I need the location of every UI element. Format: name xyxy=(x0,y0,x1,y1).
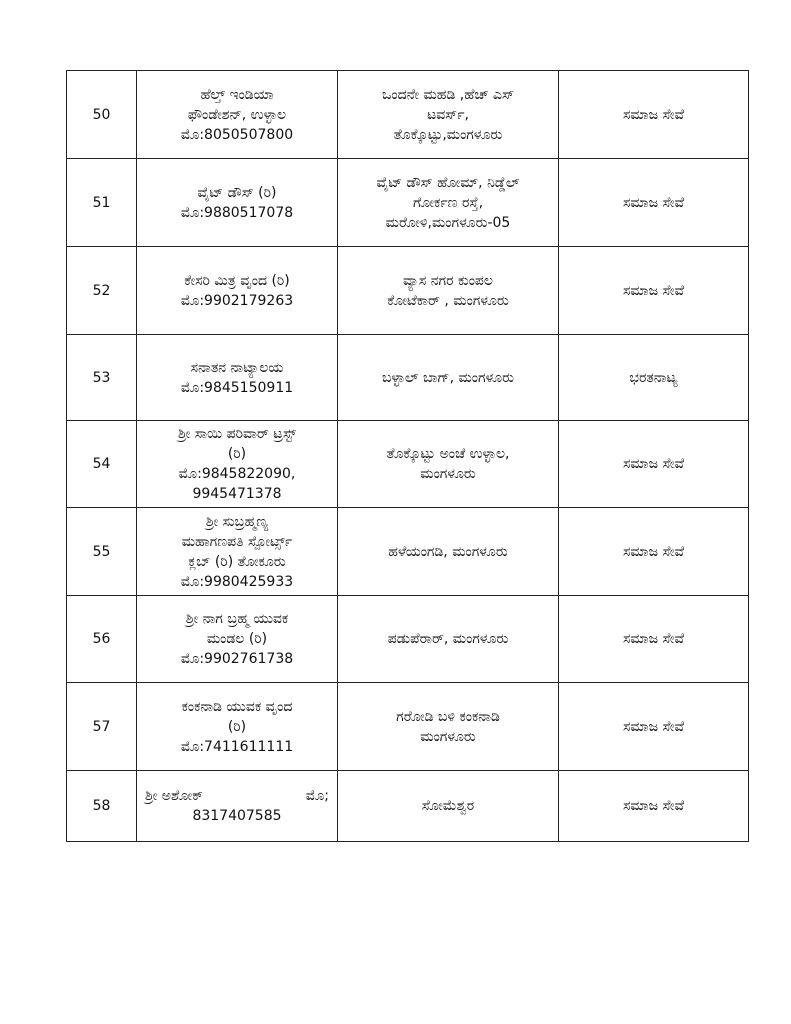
row-number: 57 xyxy=(67,683,137,771)
table-row xyxy=(67,247,749,335)
organization-name: ಶ್ರೀ ನಾಗ ಬ್ರಹ್ಮ ಯುವಕ ಮಂಡಲ (ರಿ) ಮೊ:9902761738 xyxy=(137,596,338,683)
row-number: 50 xyxy=(67,71,137,159)
row-number: 58 xyxy=(67,771,137,842)
organization-address: ಸೋಮೆಶ್ವರ xyxy=(338,771,559,842)
table-row xyxy=(67,335,749,421)
organization-name: ಕಂಕನಾಡಿ ಯುವಕ ವೃಂದ (ರಿ) ಮೊ:7411611111 xyxy=(137,683,338,771)
table-row xyxy=(67,71,749,159)
table-row xyxy=(67,683,749,771)
row-number: 52 xyxy=(67,247,137,335)
table-row xyxy=(67,159,749,247)
service-type: ಸಮಾಜ ಸೇವೆ xyxy=(559,159,749,247)
organization-address: ವೈಟ್ ಡೌಸ್ ಹೋಮ್, ನಿಡ್ಡೆಲ್ ಗೋರ್ಕಣ ರಸ್ತೆ, ಮರೋಳಿ,ಮಂಗಳೂರು-05 xyxy=(338,159,559,247)
table-row xyxy=(67,421,749,508)
service-type: ಸಮಾಜ ಸೇವೆ xyxy=(559,596,749,683)
row-number: 55 xyxy=(67,508,137,596)
organization-name: ಹೆಲ್ತ್ ಇಂಡಿಯಾ ಫೌಂಡೇಶನ್, ಉಳ್ಳಾಲ ಮೊ:8050507800 xyxy=(137,71,338,159)
service-type: ಸಮಾಜ ಸೇವೆ xyxy=(559,421,749,508)
service-type: ಸಮಾಜ ಸೇವೆ xyxy=(559,247,749,335)
row-number: 53 xyxy=(67,335,137,421)
organization-table xyxy=(66,70,749,842)
service-type: ಸಮಾಜ ಸೇವೆ xyxy=(559,508,749,596)
organization-address: ಬಳ್ಳಾಲ್ ಬಾಗ್, ಮಂಗಳೂರು xyxy=(338,335,559,421)
service-type: ಸಮಾಜ ಸೇವೆ xyxy=(559,71,749,159)
organization-name: ವೈಟ್ ಡೌಸ್ (ರಿ) ಮೊ:9880517078 xyxy=(137,159,338,247)
service-type: ಸಮಾಜ ಸೇವೆ xyxy=(559,683,749,771)
organization-address: ತೊಕ್ಕೊಟ್ಟು ಅಂಚೆ ಉಳ್ಳಾಲ, ಮಂಗಳೂರು xyxy=(338,421,559,508)
organization-address: ಪಡುಪೆರಾರ್, ಮಂಗಳೂರು xyxy=(338,596,559,683)
organization-name: ಕೇಸರಿ ಮಿತ್ರ ವೃಂದ (ರಿ) ಮೊ:9902179263 xyxy=(137,247,338,335)
organization-address: ಹಳೆಯಂಗಡಿ, ಮಂಗಳೂರು xyxy=(338,508,559,596)
table-row xyxy=(67,508,749,596)
organization-name: ಶ್ರೀ ಸಾಯಿ ಪರಿವಾರ್ ಟ್ರಸ್ಟ್ (ರಿ) ಮೊ:9845822090, 9945471378 xyxy=(137,421,338,508)
service-type: ಭರತನಾಟ್ಯ xyxy=(559,335,749,421)
table-row xyxy=(67,771,749,842)
organization-address: ವ್ಯಾಸ ನಗರ ಕುಂಪಲ ಕೋಟೆಕಾರ್ , ಮಂಗಳೂರು xyxy=(338,247,559,335)
table-row xyxy=(67,596,749,683)
row-number: 51 xyxy=(67,159,137,247)
row-number: 56 xyxy=(67,596,137,683)
organization-address: ಗರೋಡಿ ಬಳಿ ಕಂಕನಾಡಿ ಮಂಗಳೂರು xyxy=(338,683,559,771)
organization-name: ಸನಾತನ ನಾಟ್ಯಾಲಯ ಮೊ:9845150911 xyxy=(137,335,338,421)
service-type: ಸಮಾಜ ಸೇವೆ xyxy=(559,771,749,842)
row-number: 54 xyxy=(67,421,137,508)
organization-name: ಶ್ರೀ ಸುಬ್ರಹ್ಮಣ್ಯ ಮಹಾಗಣಪತಿ ಸ್ಪೋರ್ಟ್ಸ್ ಕ್ಲಬ್ (ರಿ) ತೋಕೂರು ಮೊ:9980425933 xyxy=(137,508,338,596)
organization-name: ಶ್ರೀ ಅಶೋಕ್ ಮೊ; 8317407585 xyxy=(137,771,338,842)
organization-address: ಒಂದನೇ ಮಹಡಿ ,ಹೆಚ್ ಎಸ್ ಟವರ್ಸ್, ತೊಕ್ಕೊಟ್ಟು,ಮಂಗಳೂರು xyxy=(338,71,559,159)
